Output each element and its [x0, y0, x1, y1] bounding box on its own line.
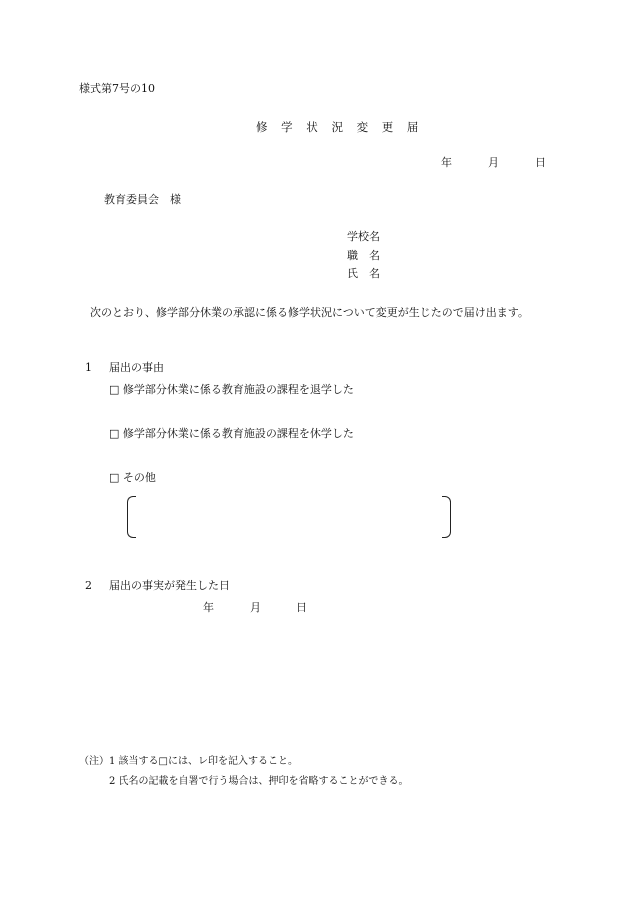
other-bracket-left: [127, 496, 136, 538]
date-month-label: 月: [488, 156, 499, 169]
form-number: 様式第7号の10: [79, 82, 155, 95]
occurrence-month-label: 月: [250, 601, 261, 614]
note-item: 2 氏名の記載を自署で行う場合は、押印を省略することができる。: [109, 776, 409, 787]
section1-heading: 届出の事由: [109, 361, 164, 374]
position-label: 職 名: [347, 249, 380, 262]
date-year-label: 年: [441, 156, 452, 169]
section2-heading: 届出の事実が発生した日: [109, 579, 230, 592]
other-bracket-right: [442, 496, 451, 538]
section1-number: 1: [85, 361, 92, 374]
date-day-label: 日: [535, 156, 546, 169]
option-withdrawal-checkbox[interactable]: □ 修学部分休業に係る教育施設の課程を退学した: [109, 383, 354, 396]
option-other-checkbox[interactable]: □ その他: [109, 471, 156, 484]
other-details-field[interactable]: [136, 496, 442, 536]
body-text: 次のとおり、修学部分休業の承認に係る修学状況について変更が生じたので届け出ます。: [90, 306, 529, 319]
occurrence-day-label: 日: [296, 601, 307, 614]
option-leave-checkbox[interactable]: □ 修学部分休業に係る教育施設の課程を休学した: [109, 427, 354, 440]
note-item: 1 該当する□には、レ印を記入すること。: [109, 756, 298, 767]
occurrence-year-label: 年: [203, 601, 214, 614]
page-title: 修 学 状 況 変 更 届: [256, 120, 424, 134]
school-name-label: 学校名: [347, 230, 380, 243]
section2-number: 2: [85, 579, 92, 592]
addressee: 教育委員会 様: [104, 193, 181, 206]
name-label: 氏 名: [347, 267, 380, 280]
notes-label: （注）: [79, 756, 109, 767]
